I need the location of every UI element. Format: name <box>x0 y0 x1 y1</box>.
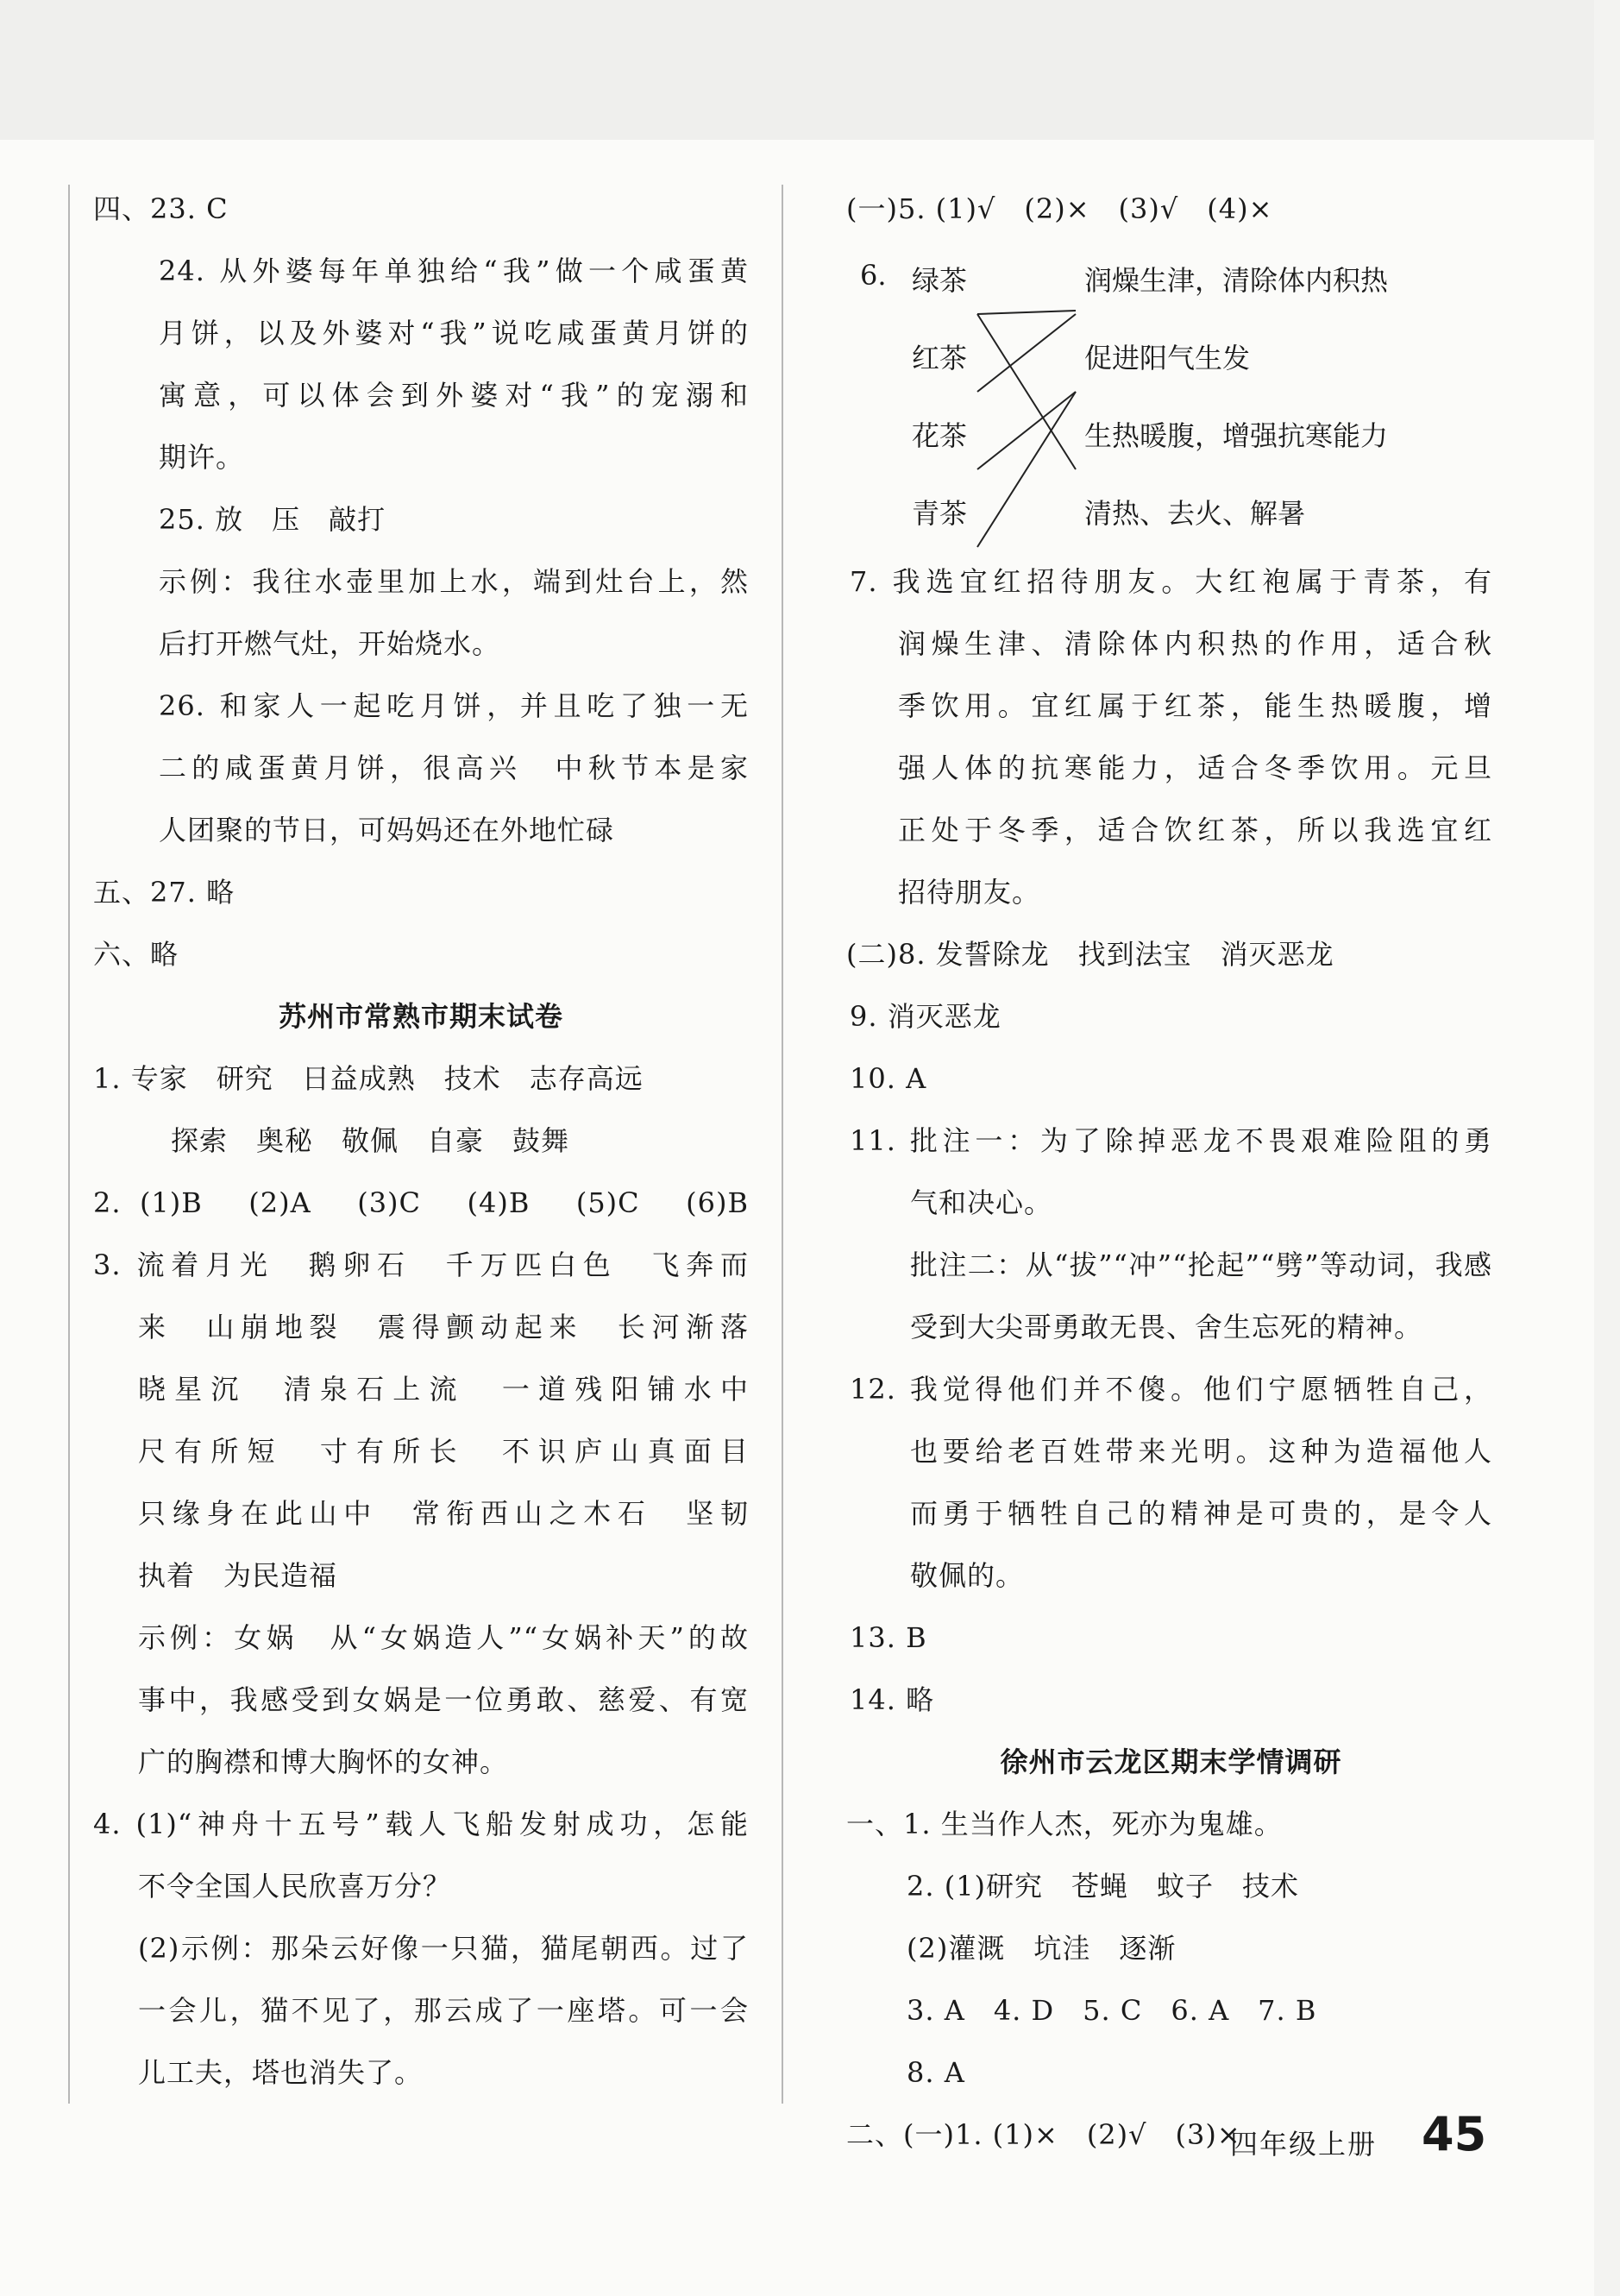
match-line <box>977 392 1076 469</box>
match-line <box>977 392 1076 547</box>
answer-line: 事中，我感受到女娲是一位勇敢、慈爱、有宽 <box>138 1683 749 1716</box>
tea-label: 绿茶 <box>912 264 968 297</box>
match-line <box>977 314 1076 469</box>
answer-line: 12. 我觉得他们并不傻。他们宁愿牺牲自己， <box>850 1373 1492 1406</box>
answer-line: (一)5. (1)√ (2)× (3)√ (4)× <box>846 192 1273 225</box>
answer-line: 月饼，以及外婆对“我”说吃咸蛋黄月饼的 <box>159 317 749 349</box>
answer-line: 招待朋友。 <box>898 876 1041 909</box>
answer-line: 五、27. 略 <box>93 876 235 909</box>
answer-line: 3. A 4. D 5. C 6. A 7. B <box>907 1994 1317 2027</box>
match-line <box>977 311 1076 314</box>
tea-matching-diagram <box>850 240 1492 550</box>
answer-line: 3. 流着月光 鹅卵石 千万匹白色 飞奔而 <box>93 1249 749 1281</box>
answer-line: 人团聚的节日，可妈妈还在外地忙碌 <box>159 814 615 846</box>
answer-line: 一、1. 生当作人杰，死亦为鬼雄。 <box>846 1808 1283 1840</box>
page-number: 45 <box>1422 2107 1487 2161</box>
answer-line: 探索 奥秘 敬佩 自豪 鼓舞 <box>171 1124 570 1157</box>
answer-line: 也要给老百姓带来光明。这种为造福他人 <box>910 1435 1492 1468</box>
answer-line: 后打开燃气灶，开始烧水。 <box>159 627 501 660</box>
answer-line: 广的胸襟和博大胸怀的女神。 <box>138 1746 509 1778</box>
answer-line: 受到大尖哥勇敢无畏、舍生忘死的精神。 <box>910 1311 1423 1343</box>
answer-line: 13. B <box>850 1621 927 1654</box>
answer-line: 14. 略 <box>850 1683 935 1716</box>
answer-line: 1. 专家 研究 日益成熟 技术 志存高远 <box>93 1062 644 1095</box>
section-title: 苏州市常熟市期末试卷 <box>278 1000 563 1033</box>
answer-line: 25. 放 压 敲打 <box>159 503 386 536</box>
tea-label: 花茶 <box>912 419 968 452</box>
tea-label: 青茶 <box>912 497 968 530</box>
answer-line: 来 山崩地裂 震得颤动起来 长河渐落 <box>138 1311 749 1343</box>
answer-line: 正处于冬季，适合饮红茶，所以我选宜红 <box>898 814 1492 846</box>
effect-label: 清热、去火、解暑 <box>1084 497 1306 530</box>
answer-line: 气和决心。 <box>910 1186 1053 1219</box>
answer-line: (2)示例：那朵云好像一只猫，猫尾朝西。过了 <box>138 1932 749 1965</box>
answer-line: 一会儿，猫不见了，那云成了一座塔。可一会 <box>138 1994 749 2027</box>
middle-column-rule <box>782 185 783 2104</box>
answer-line: 季饮用。宜红属于红茶，能生热暖腹，增 <box>898 689 1492 722</box>
answer-line: 寓意，可以体会到外婆对“我”的宠溺和 <box>159 379 749 412</box>
answer-line: 24. 从外婆每年单独给“我”做一个咸蛋黄 <box>159 255 749 287</box>
answer-line: 8. A <box>907 2056 965 2089</box>
answer-line: 不令全国人民欣喜万分？ <box>138 1870 452 1903</box>
answer-line: 润燥生津、清除体内积热的作用，适合秋 <box>898 627 1492 660</box>
grade-label: 四年级上册 <box>1230 2128 1378 2161</box>
answer-line: (二)8. 发誓除龙 找到法宝 消灭恶龙 <box>846 938 1334 971</box>
answer-line: 晓星沉 清泉石上流 一道残阳铺水中 <box>138 1373 749 1406</box>
answer-line: 10. A <box>850 1062 927 1095</box>
match-line <box>977 314 1076 392</box>
answer-line: 2. (1)研究 苍蝇 蚊子 技术 <box>907 1870 1300 1903</box>
answer-line: 二、(一)1. (1)× (2)√ (3)× <box>846 2118 1241 2151</box>
page-edge <box>1594 0 1620 2296</box>
answer-line: 7. 我选宜红招待朋友。大红袍属于青茶，有 <box>850 565 1492 598</box>
answer-line: (2)灌溉 坑洼 逐渐 <box>907 1932 1177 1965</box>
answer-line: 强人体的抗寒能力，适合冬季饮用。元旦 <box>898 752 1492 784</box>
answer-line: 尺有所短 寸有所长 不识庐山真面目 <box>138 1435 749 1468</box>
answer-line: 示例：女娲 从“女娲造人”“女娲补天”的故 <box>138 1621 749 1654</box>
answer-line: 26. 和家人一起吃月饼，并且吃了独一无 <box>159 689 749 722</box>
answer-line: 11. 批注一：为了除掉恶龙不畏艰难险阻的勇 <box>850 1124 1492 1157</box>
answer-line: 期许。 <box>159 441 245 474</box>
answer-line: 执着 为民造福 <box>138 1559 338 1592</box>
answer-line: 只缘身在此山中 常衔西山之木石 坚韧 <box>138 1497 749 1530</box>
effect-label: 促进阳气生发 <box>1084 342 1251 374</box>
answer-line: 示例：我往水壶里加上水，端到灶台上，然 <box>159 565 749 598</box>
answer-line: 2. (1)B (2)A (3)C (4)B (5)C (6)B <box>93 1186 749 1219</box>
answer-line: 二的咸蛋黄月饼，很高兴 中秋节本是家 <box>159 752 749 784</box>
answer-line: 六、略 <box>93 938 179 971</box>
answer-line: 敬佩的。 <box>910 1559 1025 1592</box>
answer-line: 批注二：从“拔”“冲”“抡起”“劈”等动词，我感 <box>910 1249 1492 1281</box>
effect-label: 生热暖腹，增强抗寒能力 <box>1084 419 1389 452</box>
left-column <box>93 178 749 2104</box>
answer-line: 而勇于牺牲自己的精神是可贵的，是令人 <box>910 1497 1492 1530</box>
question-number: 6. <box>860 259 887 292</box>
answer-line: 9. 消灭恶龙 <box>850 1000 1002 1033</box>
section-title: 徐州市云龙区期末学情调研 <box>1000 1746 1342 1778</box>
answer-line: 四、23. C <box>93 192 229 225</box>
top-margin-band <box>0 0 1620 140</box>
right-column <box>846 178 1492 2166</box>
answer-line: 儿工夫，塔也消失了。 <box>138 2056 424 2089</box>
effect-label: 润燥生津，清除体内积热 <box>1084 264 1389 297</box>
tea-label: 红茶 <box>912 342 968 374</box>
left-column-rule <box>68 185 70 2104</box>
answer-line: 4. (1)“神舟十五号”载人飞船发射成功，怎能 <box>93 1808 749 1840</box>
